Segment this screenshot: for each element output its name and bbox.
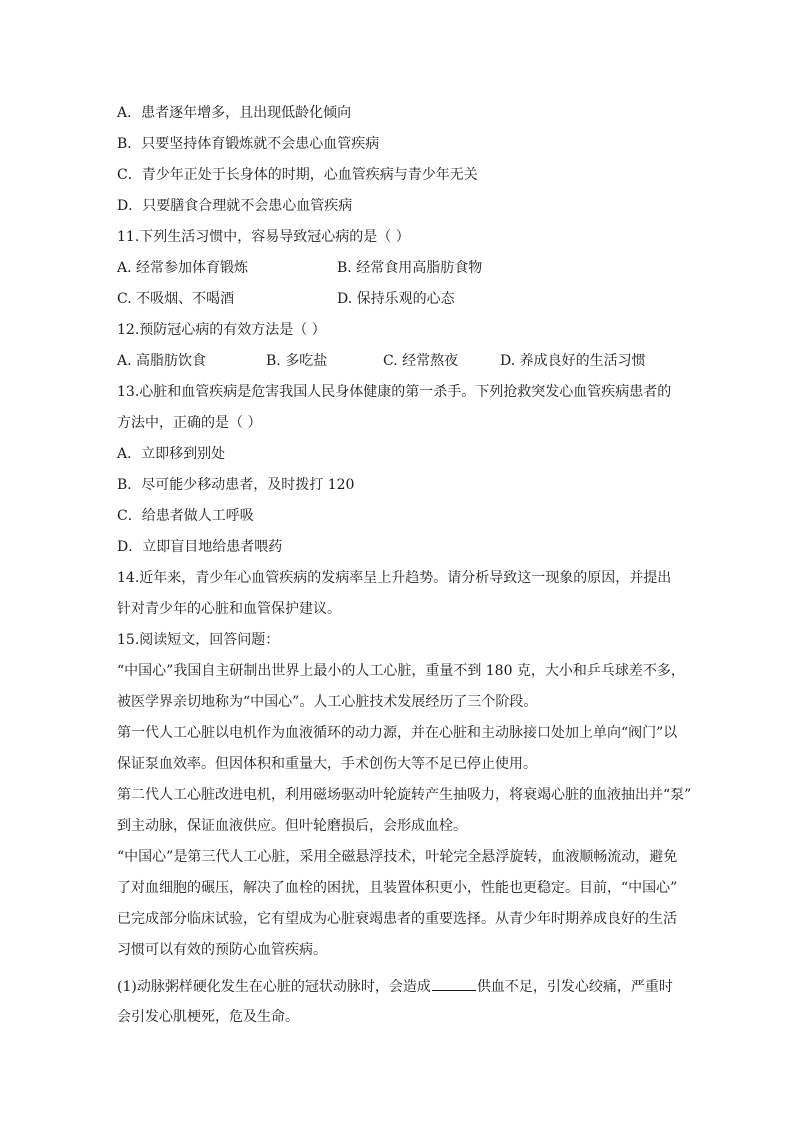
q15-para1-line-2: 被医学界亲切地称为“中国心”。人工心脏技术发展经历了三个阶段。 xyxy=(117,694,538,710)
q13-option-d: D．立即盲目地给患者喂药 xyxy=(117,539,283,555)
q12-option-b: B. 多吃盐 xyxy=(266,353,328,369)
q15-stem: 15.阅读短文，回答问题： xyxy=(117,632,280,648)
q13-option-a: A．立即移到别处 xyxy=(117,446,226,462)
q14-line-1: 14.近年来，青少年心血管疾病的发病率呈上升趋势。请分析导致这一现象的原因，并提出 xyxy=(117,570,672,586)
q15-sub1-text-before: (1)动脉粥样硬化发生在心脏的冠状动脉时，会造成 xyxy=(117,979,431,995)
q15-sub1-line-2: 会引发心肌梗死，危及生命。 xyxy=(117,1009,299,1025)
q15-para4-line-4: 习惯可以有效的预防心血管疾病。 xyxy=(117,942,327,958)
q15-para1-line-1: “中国心”我国自主研制出世界上最小的人工心脏，重量不到 180 克，大小和乒乓球差不多， xyxy=(117,663,685,679)
q13-option-b: B．尽可能少移动患者，及时拨打 120 xyxy=(117,477,355,493)
q12-option-d: D. 养成良好的生活习惯 xyxy=(500,353,646,369)
q15-para3-line-1: 第二代人工心脏改进电机，利用磁场驱动叶轮旋转产生抽吸力，将衰竭心脏的血液抽出并“泵” xyxy=(117,787,692,803)
q13-stem-line-2: 方法中，正确的是（ ） xyxy=(117,415,262,431)
q15-sub1-line-1 xyxy=(117,976,673,997)
q11-option-c: C. 不吸烟、不喝酒 xyxy=(117,291,235,307)
q12-option-a: A. 高脂肪饮食 xyxy=(117,353,207,369)
q11-option-d: D. 保持乐观的心态 xyxy=(337,291,455,307)
q10-option-b: B．只要坚持体育锻炼就不会患心血管疾病 xyxy=(117,136,380,152)
q10-option-c: C．青少年正处于长身体的时期，心血管疾病与青少年无关 xyxy=(117,167,478,183)
q15-para4-line-2: 了对血细胞的碾压，解决了血栓的困扰，且装置体积更小，性能也更稳定。目前，“中国心” xyxy=(117,880,678,896)
q13-option-c: C．给患者做人工呼吸 xyxy=(117,508,254,524)
q15-para2-line-2: 保证泵血效率。但因体积和重量大，手术创伤大等不足已停止使用。 xyxy=(117,756,537,772)
q15-para4-line-3: 已完成部分临床试验，它有望成为心脏衰竭患者的重要选择。从青少年时期养成良好的生活 xyxy=(117,911,677,927)
q11-option-b: B. 经常食用高脂肪食物 xyxy=(337,260,483,276)
q15-para3-line-2: 到主动脉，保证血液供应。但叶轮磨损后，会形成血栓。 xyxy=(117,818,467,834)
q11-stem: 11.下列生活习惯中，容易导致冠心病的是（ ） xyxy=(117,229,410,245)
q13-stem-line-1: 13.心脏和血管疾病是危害我国人民身体健康的第一杀手。下列抢救突发心血管疾病患者的 xyxy=(117,384,672,400)
q15-para4-line-1: “中国心”是第三代人工心脏，采用全磁悬浮技术，叶轮完全悬浮旋转，血液顺畅流动，避免 xyxy=(117,849,678,865)
q11-option-a: A. 经常参加体育锻炼 xyxy=(117,260,249,276)
q10-option-a: A．患者逐年增多，且出现低龄化倾向 xyxy=(117,105,352,121)
q14-line-2: 针对青少年的心脏和血管保护建议。 xyxy=(117,601,341,617)
q15-sub1-text-after: 供血不足，引发心绞痛，严重时 xyxy=(476,979,673,995)
q12-stem: 12.预防冠心病的有效方法是（ ） xyxy=(117,322,326,338)
q15-para2-line-1: 第一代人工心脏以电机作为血液循环的动力源，并在心脏和主动脉接口处加上单向“阀门”以 xyxy=(117,725,678,741)
answer-blank[interactable] xyxy=(432,976,476,991)
q10-option-d: D．只要膳食合理就不会患心血管疾病 xyxy=(117,198,353,214)
q12-option-c: C. 经常熬夜 xyxy=(383,353,459,369)
